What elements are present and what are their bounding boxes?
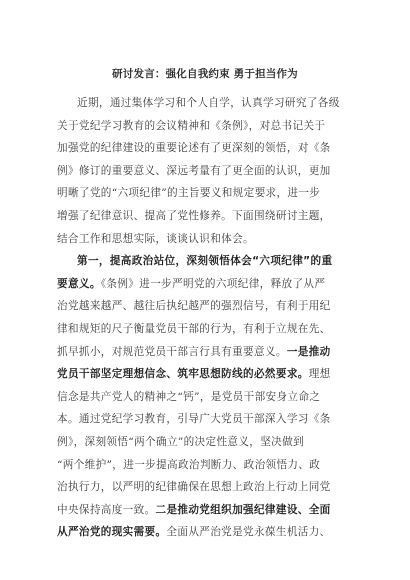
text-line [57,521,349,544]
bold-heading-text: 第一，提高政治站位，深刻领悟体会“六项纪律”的重 [77,255,333,268]
document-title: 研讨发言：强化自我约束 勇于担当作为 [112,68,298,80]
paragraph-first-point [57,250,349,544]
text-line: “两个维护”，进一步提高政治判断力、政治领悟力、政 [57,458,321,471]
text-line: 信念是共产党人的精神之“钙”，是党员干部安身立命之 [57,390,321,403]
body-text: 中央保持高度一致。 [57,503,156,516]
text-line [57,363,349,386]
body-text: 《条例》进一步严明党的六项纪律，释放了从严 [100,277,326,290]
body-text: 抓早抓小，对规范党员干部言行具有重要意义。 [57,345,287,358]
bold-point-text: 一是推动 [286,345,331,358]
text-line: 明晰了党的“六项纪律”的主旨要义和规定要求，进一步 [57,187,321,200]
text-line: 近期，通过集体学习和个人自学，认真学习研究了各级 [77,97,340,109]
text-line [57,499,349,522]
body-text: 全面从严治党是党永葆生机活力、 [166,526,331,539]
paragraph-intro [57,92,349,250]
bold-point-text: 二是推动党组织加强纪律建设、全面 [155,503,331,516]
text-line: 加强党的纪律建设的重要论述有了更深刻的领悟，对《条 [57,142,331,155]
body-text: 理想 [308,368,331,381]
text-line: 律和规矩的尺子衡量党员干部的行为，有利于立规在先、 [57,322,331,335]
text-line: 例》，深刻领悟“两个确立”的决定性意义，坚决做到 [57,435,304,448]
bold-heading-text: 要意义。 [57,277,101,290]
document-body [57,92,349,544]
text-line [57,250,349,273]
text-line: 结合工作和思想实际，谈谈认识和体会。 [57,232,254,245]
text-line: 治党越来越严、越往后执纪越严的强烈信号，有利于用纪 [57,300,331,313]
text-line: 治执行力，以严明的纪律确保在思想上政治上行动上同党 [57,481,331,494]
text-line: 本。通过党纪学习教育，引导广大党员干部深入学习《条 [57,413,331,426]
text-line [57,273,349,296]
bold-point-text: 党员干部坚定理想信念、筑牢思想防线的必然要求。 [57,368,309,381]
text-line: 例》修订的重要意义、深远考量有了更全面的认识，更加 [57,164,331,177]
text-line: 增强了纪律意识、提高了党性修养。下面围绕研讨主题， [57,209,331,222]
text-line: 关于党纪学习教育的会议精神和《条例》，对总书记关于 [57,119,326,132]
text-line [57,341,349,364]
bold-point-text: 从严治党的现实需要。 [57,526,167,539]
